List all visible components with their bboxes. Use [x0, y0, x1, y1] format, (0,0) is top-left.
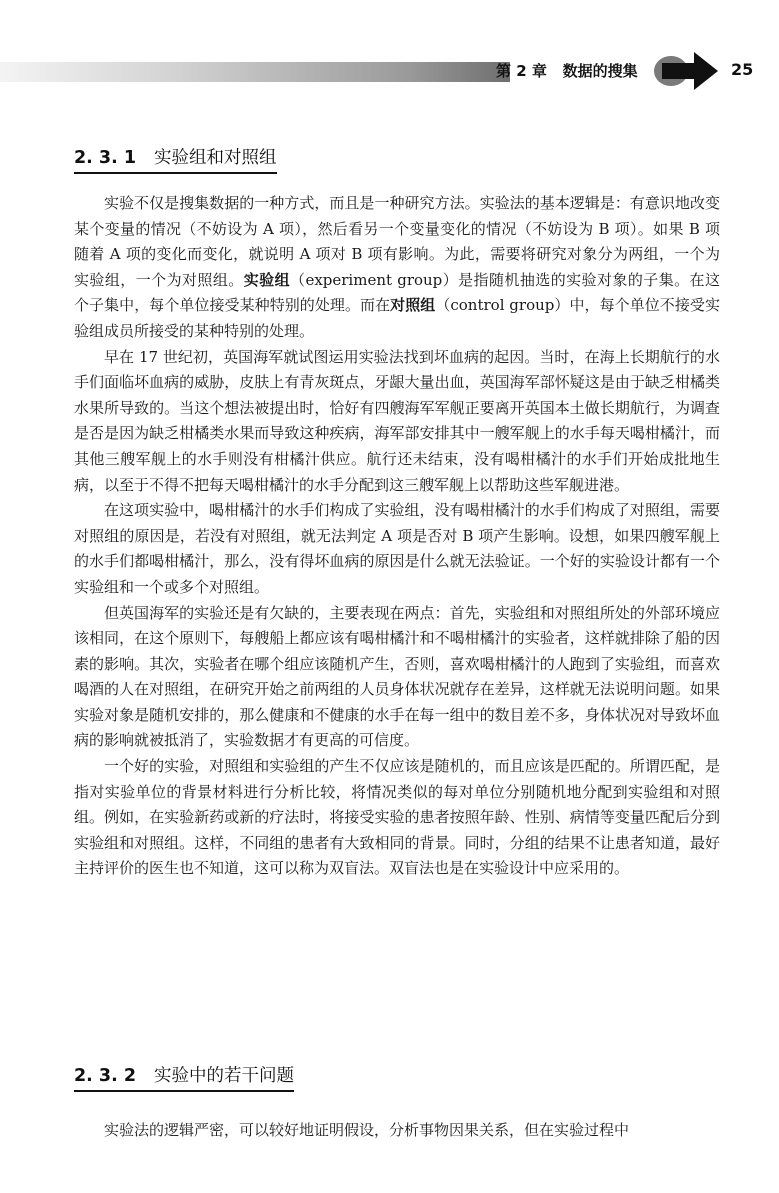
page-number: 25 [731, 60, 754, 79]
section-heading-2-3-1 [74, 144, 277, 174]
section-number: 2. 3. 2 [74, 1066, 137, 1086]
paragraph: 早在 17 世纪初，英国海军就试图运用实验法找到坏血病的起因。当时，在海上长期航行的水手们面临坏血病的威胁，皮肤上有青灰斑点，牙龈大量出血，英国海军部怀疑这是由于缺乏柑橘类水果所导致的。当这个想法被提出时，恰好有四艘海军军舰正要离开英国本土做长期航行，为调查是否是因为缺乏柑橘类水果而导致这种疾病，海军部安排其中一艘军舰上的水手每天喝柑橘汁，而其他三艘军舰上的水手则没有柑橘汁供应。航行还未结束，没有喝柑橘汁的水手们开始成批地生病，以至于不得不把每天喝柑橘汁的水手分配到这三艘军舰上以帮助这些军舰进港。 [74, 347, 720, 494]
right-arrow-icon [654, 50, 720, 92]
term-experiment-group: 实验组 [243, 270, 291, 289]
section-number: 2. 3. 1 [74, 148, 137, 168]
paragraph: 但英国海军的实验还是有欠缺的，主要表现在两点：首先，实验组和对照组所处的外部环境应该相同，在这个原则下，每艘船上都应该有喝柑橘汁和不喝柑橘汁的实验者，这样就排除了船的因素的影响。其次，实验者在哪个组应该随机产生，否则，喜欢喝柑橘汁的人跑到了实验组，而喜欢喝酒的人在对照组，在研究开始之前两组的人员身体状况就存在差异，这样就无法说明问题。如果实验对象是随机安排的，那么健康和不健康的水手在每一组中的数目差不多，身体状况对导致坏血病的影响就被抵消了，实验数据才有更高的可信度。 [74, 603, 720, 750]
chapter-number: 第 2 章 [496, 62, 547, 80]
running-header [0, 50, 779, 92]
paragraph: 实验不仅是搜集数据的一种方式，而且是一种研究方法。实验法的基本逻辑是：有意识地改变某个变量的情况（不妨设为 A 项），然后看另一个变量变化的情况（不妨设为 B 项）。如果 B 项随着 A 项的变化而变化，就说明 A 项对 B 项有影响。为此，需要将研究对象分为两组，一个为实验组，一个为对照组。实验组（experiment group）是指随机抽选的实验对象的子集。在这个子集中，每个单位接受某种特别的处理。而在对照组（control group）中，每个单位不接受实验组成员所接受的某种特别的处理。 [74, 194, 720, 340]
section-body [74, 191, 720, 882]
section-title-text: 实验组和对照组 [154, 148, 277, 168]
chapter-label [496, 60, 638, 81]
chapter-title: 数据的搜集 [562, 62, 638, 80]
term-control-group: 对照组 [390, 296, 436, 315]
paragraph: 实验法的逻辑严密，可以较好地证明假设，分析事物因果关系，但在实验过程中 [104, 1121, 630, 1139]
section-title-text: 实验中的若干问题 [154, 1066, 295, 1086]
section-heading-2-3-2 [74, 1062, 294, 1092]
paragraph: 一个好的实验，对照组和实验组的产生不仅应该是随机的，而且应该是匹配的。所谓匹配，是指对实验单位的背景材料进行分析比较，将情况类似的每对单位分别随机地分配到实验组和对照组。例如，在实验新药或新的疗法时，将接受实验的患者按照年龄、性别、病情等变量匹配后分到实验组和对照组。这样，不同组的患者有大致相同的背景。同时，分组的结果不让患者知道，最好主持评价的医生也不知道，这可以称为双盲法。双盲法也是在实验设计中应采用的。 [74, 757, 720, 878]
header-gradient-bar [0, 62, 510, 82]
section-body [74, 1118, 720, 1144]
paragraph: 在这项实验中，喝柑橘汁的水手们构成了实验组，没有喝柑橘汁的水手们构成了对照组，需要对照组的原因是，若没有对照组，就无法判定 A 项是否对 B 项产生影响。设想，如果四艘军舰上的水手们都喝柑橘汁，那么，没有得坏血病的原因是什么就无法验证。一个好的实验设计都有一个实验组和一个或多个对照组。 [74, 501, 720, 596]
